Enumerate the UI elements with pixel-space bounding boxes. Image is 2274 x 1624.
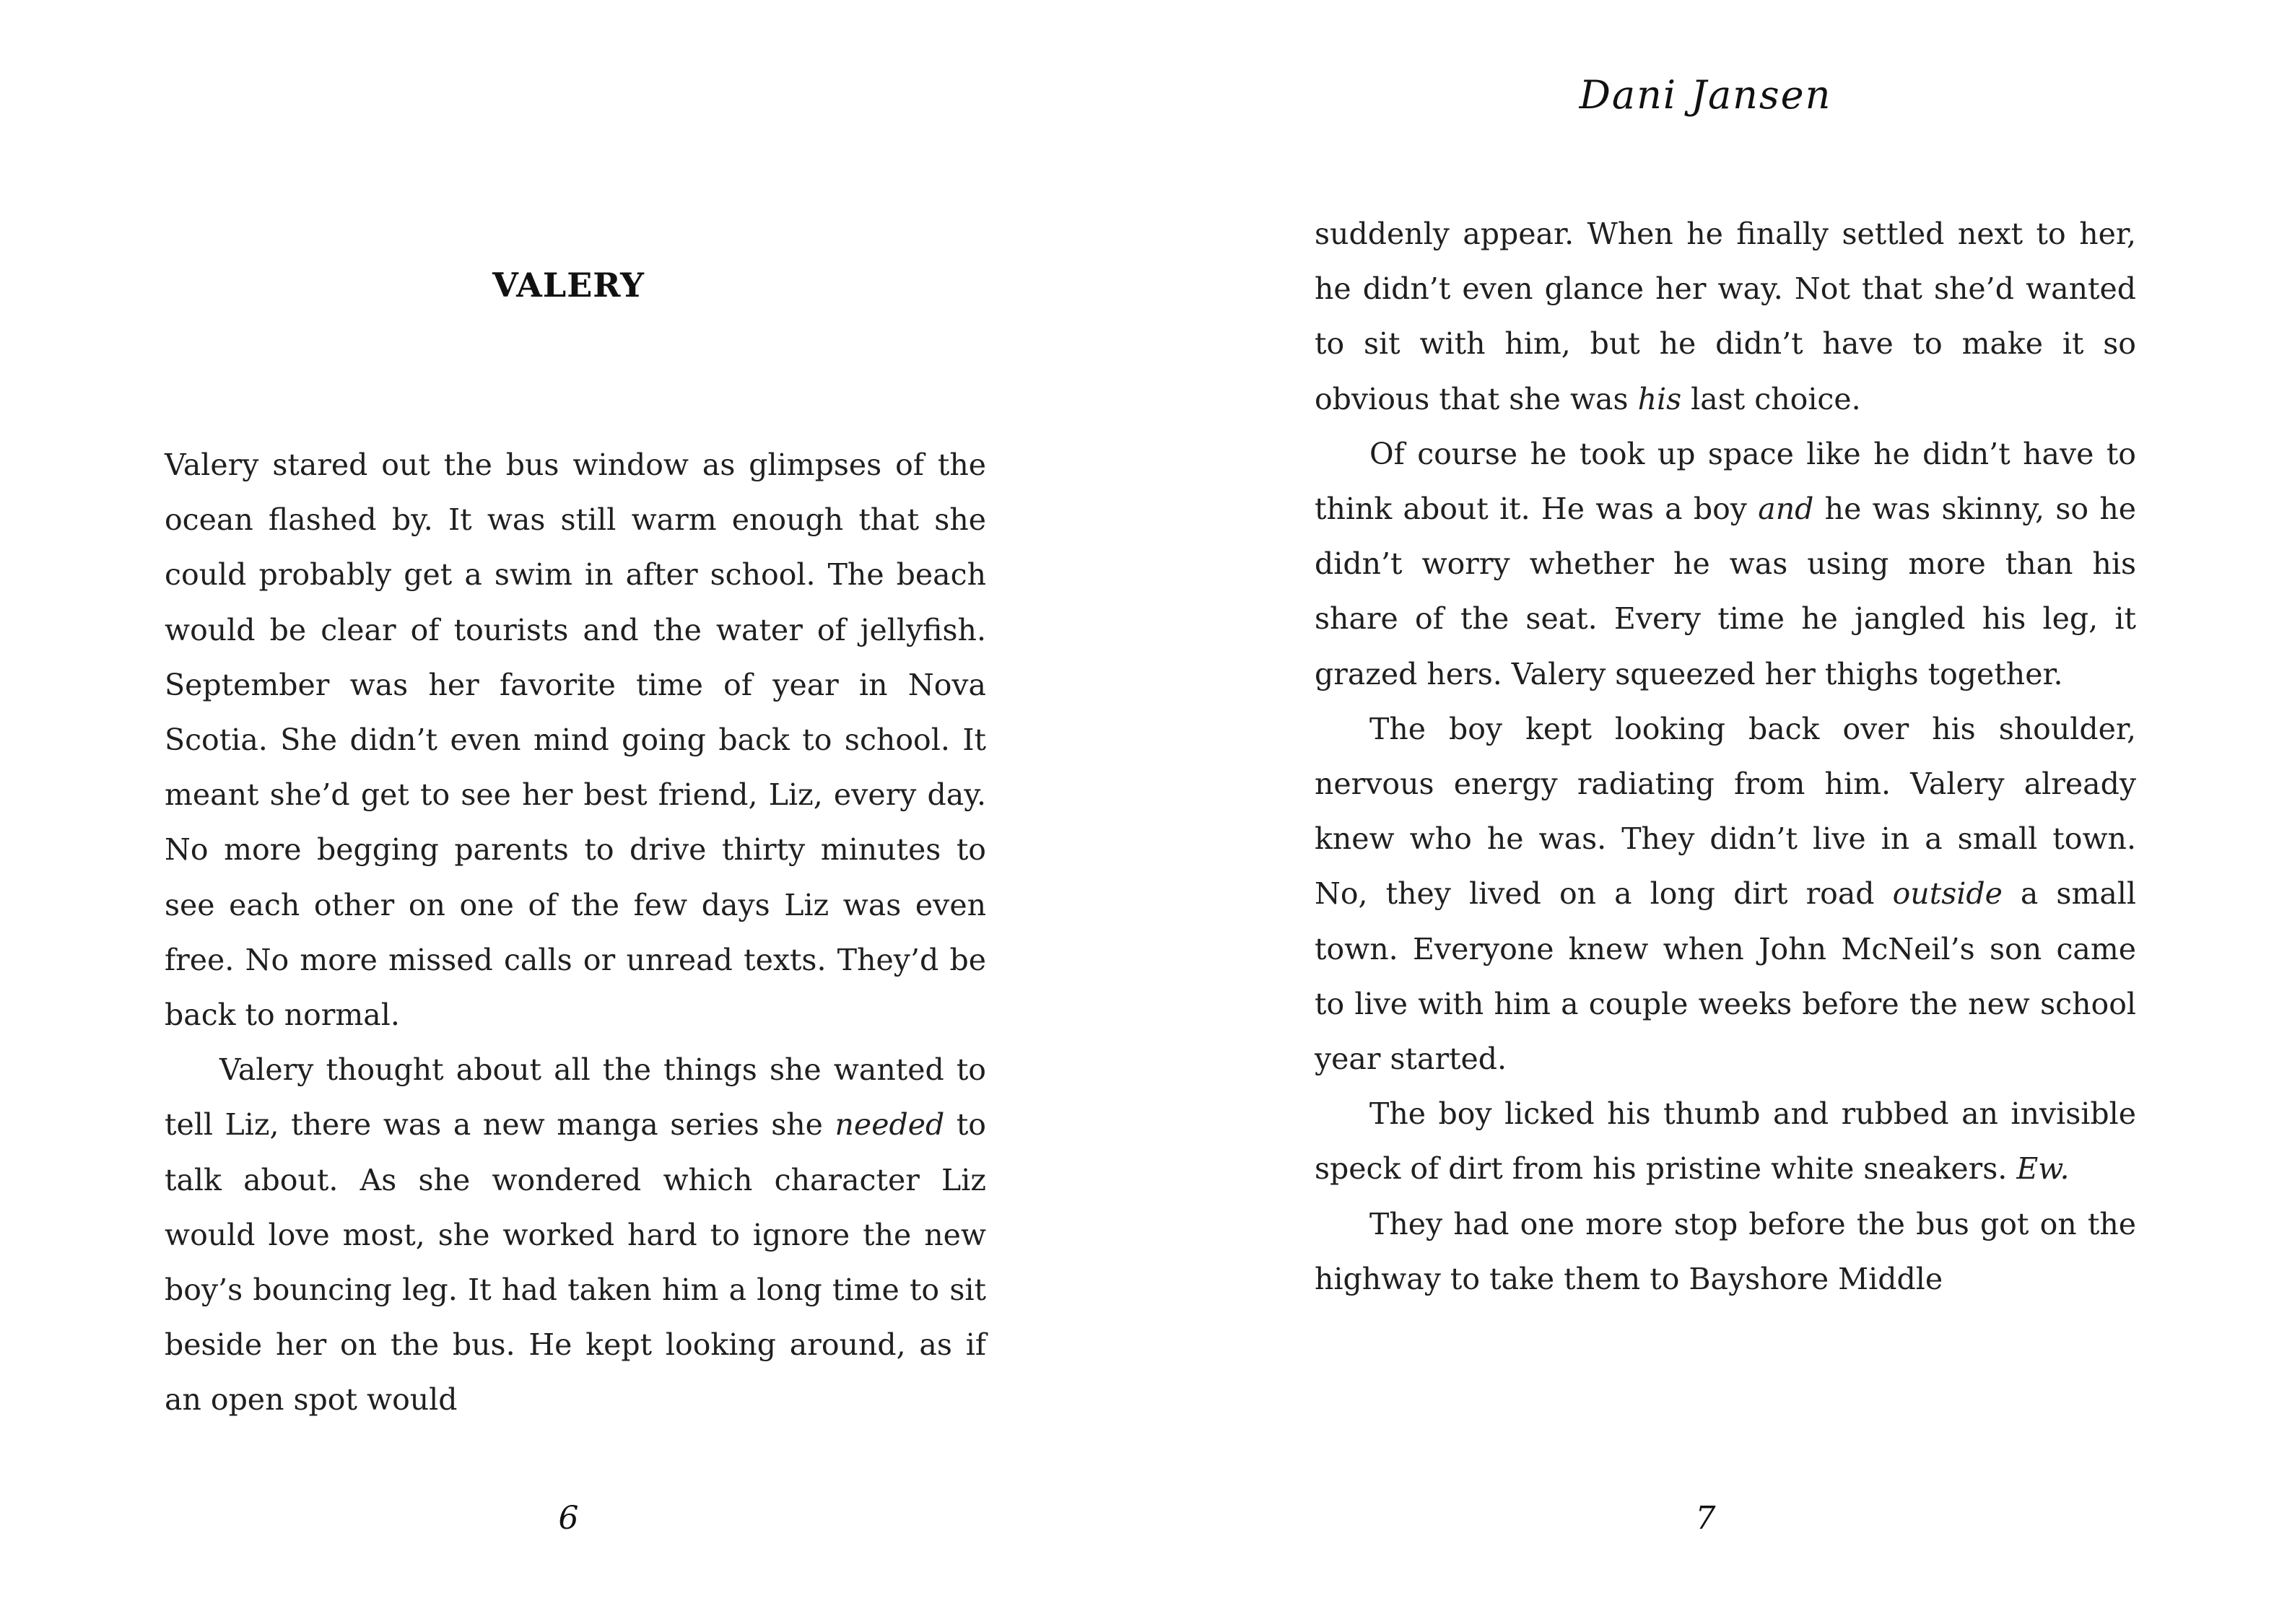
- text-run: last choice.: [1681, 381, 1861, 416]
- italic-text: his: [1637, 381, 1682, 416]
- paragraph: [1315, 702, 2136, 1086]
- paragraph: [165, 437, 986, 1042]
- paragraph: [1315, 427, 2136, 702]
- text-run: to talk about. As she wondered which character Liz would love most, she worked hard to ignore the new boy’s bouncing leg. It had taken him a long time to sit beside her on the bus. He kept looking around, as if an open spot would: [165, 1107, 986, 1418]
- paragraph: [165, 1042, 986, 1427]
- page-number-right: 7: [1695, 1500, 1716, 1537]
- left-body-text: [165, 437, 986, 1428]
- text-run: The boy licked his thumb and rubbed an invisible speck of dirt from his pristine white sneakers.: [1315, 1096, 2136, 1187]
- text-run: a small town. Everyone knew when John McNeil’s son came to live with him a couple weeks before the new school year started.: [1315, 876, 2136, 1077]
- paragraph: [1315, 1086, 2136, 1196]
- italic-text: outside: [1892, 876, 2003, 912]
- text-run: Of course he took up space like he didn’t have to think about it. He was a boy: [1315, 436, 2136, 527]
- page-number-left: 6: [558, 1500, 579, 1537]
- text-run: The boy kept looking back over his shoulder, nervous energy radiating from him. Valery already knew who he was. They didn’t live in a small town. No, they lived on a long dirt road: [1315, 711, 2136, 912]
- paragraph: [1315, 1197, 2136, 1306]
- italic-text: needed: [835, 1107, 945, 1143]
- text-run: Valery stared out the bus window as glimpses of the ocean flashed by. It was still warm enough that she could probably get a swim in after school. The beach would be clear of tourists and the water of jellyfish. September was her favorite time of year in Nova Scotia. She didn’t even mind going back to school. It meant she’d get to see her best friend, Liz, every day. No more begging parents to drive thirty minutes to see each other on one of the few days Liz was even free. No more missed calls or unread texts. They’d be back to normal.: [165, 448, 986, 1033]
- chapter-title: VALERY: [492, 266, 645, 305]
- right-page: [1137, 0, 2274, 1624]
- italic-text: and: [1758, 492, 1814, 527]
- text-run: he was skinny, so he didn’t worry whether he was using more than his share of the seat. Every time he jangled his leg, it grazed hers. Valery squeezed her thighs together.: [1315, 492, 2137, 691]
- text-run: suddenly appear. When he finally settled next to her, he didn’t even glance her way. Not that she’d wanted to sit with him, but he didn’t have to make it so obvious that she was: [1315, 217, 2136, 416]
- text-run: Valery thought about all the things she wanted to tell Liz, there was a new manga series she: [165, 1052, 986, 1143]
- italic-text: Ew.: [2016, 1151, 2070, 1187]
- text-run: They had one more stop before the bus got on the highway to take them to Bayshore Middle: [1315, 1206, 2136, 1296]
- right-body-text: [1315, 206, 2136, 1306]
- running-head-author: Dani Jansen: [1579, 72, 1832, 118]
- paragraph: [1315, 206, 2136, 427]
